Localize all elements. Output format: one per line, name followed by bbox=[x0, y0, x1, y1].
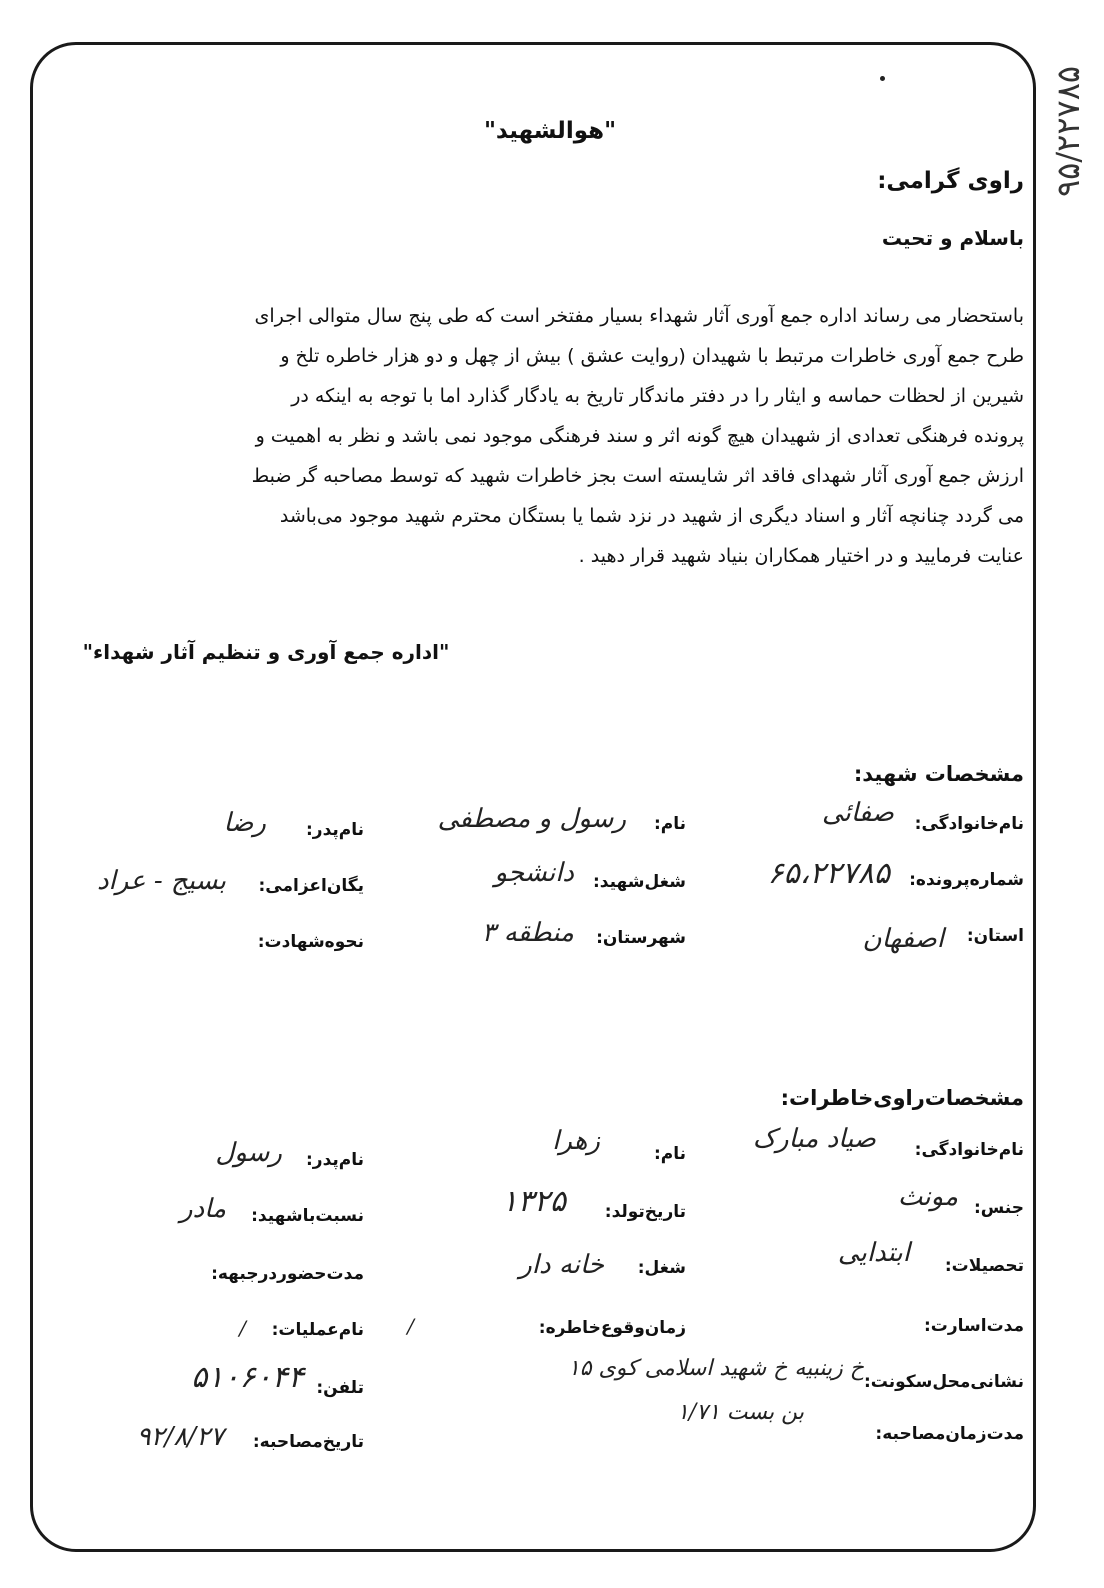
narrator-job-label: شغل: bbox=[637, 1258, 686, 1278]
narrator-job-value: خانه دار bbox=[519, 1250, 604, 1280]
martyr-manner-label: نحوه‌شهادت: bbox=[257, 932, 364, 952]
narrator-memory-time-value: / bbox=[407, 1314, 414, 1338]
narrator-father-name-label: نام‌پدر: bbox=[305, 1150, 364, 1170]
narrator-education-value: ابتدایی bbox=[837, 1238, 910, 1268]
narrator-interview-date-value: ۹۲/۸/۲۷ bbox=[136, 1422, 224, 1452]
letter-line: پرونده فرهنگی تعدادی از شهیدان هیچ گونه اثر و سند فرهنگی موجود نمی باشد و نظر به اهمیت و bbox=[255, 425, 1024, 447]
letter-line: شیرین از لحظات حماسه و ایثار را در دفتر ماندگار تاریخ به یادگار گذارد اما با توجه به اینکه در bbox=[291, 385, 1024, 407]
martyr-father-name-label: نام‌پدر: bbox=[305, 820, 364, 840]
martyr-name-value: رسول و مصطفی bbox=[437, 804, 626, 834]
narrator-section-title: مشخصات‌راوی‌خاطرات: bbox=[780, 1086, 1024, 1110]
signature-office: "اداره جمع آوری و تنظیم آثار شهداء" bbox=[82, 640, 450, 664]
letter-line: عنایت فرمایید و در اختیار همکاران بنیاد شهید قرار دهید . bbox=[578, 545, 1024, 567]
narrator-name-label: نام: bbox=[653, 1144, 686, 1164]
narrator-front-duration-label: مدت‌حضوردرجبهه: bbox=[211, 1264, 364, 1284]
martyr-section-title: مشخصات شهید: bbox=[853, 762, 1024, 786]
narrator-gender-value: مونث bbox=[897, 1182, 958, 1212]
martyr-unit-label: یگان‌اعزامی: bbox=[258, 876, 364, 896]
narrator-family-name-label: نام‌خانوادگی: bbox=[914, 1140, 1024, 1160]
narrator-operation-value: / bbox=[239, 1316, 246, 1340]
letter-body bbox=[66, 296, 1024, 576]
narrator-captivity-label: مدت‌اسارت: bbox=[923, 1316, 1024, 1336]
narrator-education-label: تحصیلات: bbox=[944, 1256, 1024, 1276]
martyr-unit-value: بسیج - عراد bbox=[96, 866, 226, 896]
document-title: "هوالشهید" bbox=[483, 118, 617, 144]
narrator-address-label: نشانی‌محل‌سکونت: bbox=[863, 1372, 1024, 1392]
narrator-relation-label: نسبت‌باشهید: bbox=[251, 1206, 364, 1226]
narrator-phone-label: تلفن: bbox=[316, 1378, 364, 1398]
martyr-city-value: منطقه ۳ bbox=[481, 918, 574, 948]
narrator-operation-label: نام‌عملیات: bbox=[271, 1320, 364, 1340]
narrator-family-name-value: صیاد مبارک bbox=[752, 1124, 876, 1154]
salutation: باسلام و تحیت bbox=[881, 226, 1024, 250]
narrator-birth-date-label: تاریخ‌تولد: bbox=[604, 1202, 686, 1222]
document-frame bbox=[30, 42, 1036, 1552]
martyr-province-value: اصفهان bbox=[862, 924, 944, 954]
martyr-file-number-label: شماره‌پرونده: bbox=[909, 870, 1024, 890]
martyr-name-label: نام: bbox=[653, 814, 686, 834]
narrator-relation-value: مادر bbox=[180, 1194, 226, 1224]
margin-handwritten-number: ۹۵/۲۲۷۸۵ bbox=[1049, 65, 1087, 197]
narrator-interview-date-label: تاریخ‌مصاحبه: bbox=[252, 1432, 364, 1452]
martyr-family-name-value: صفائی bbox=[821, 798, 894, 828]
martyr-city-label: شهرستان: bbox=[596, 928, 686, 948]
narrator-address-line2: بن بست ۱/۷۱ bbox=[676, 1400, 804, 1425]
narrator-address-value: خ زینبیه خ شهید اسلامی کوی ۱۵ bbox=[567, 1356, 864, 1381]
letter-line: طرح جمع آوری خاطرات مرتبط با شهیدان (روایت عشق ) بیش از چهل و دو هزار خاطره تلخ و bbox=[280, 345, 1024, 367]
letter-line: می گردد چنانچه آثار و اسناد دیگری از شهید در نزد شما یا بستگان محترم شهید موجود می‌باشد bbox=[279, 505, 1024, 527]
martyr-father-name-value: رضا bbox=[223, 808, 266, 838]
ink-speck bbox=[880, 76, 885, 81]
greeting: راوی گرامی: bbox=[877, 168, 1024, 194]
narrator-memory-time-label: زمان‌وقوع‌خاطره: bbox=[538, 1318, 686, 1338]
narrator-gender-label: جنس: bbox=[973, 1198, 1024, 1218]
narrator-birth-date-value: ۱۳۲۵ bbox=[501, 1184, 566, 1219]
martyr-family-name-label: نام‌خانوادگی: bbox=[914, 814, 1024, 834]
narrator-phone-value: ۵۱۰۶۰۴۴ bbox=[191, 1360, 304, 1395]
martyr-file-number-value: ۶۵،۲۲۷۸۵ bbox=[767, 856, 890, 891]
martyr-province-label: استان: bbox=[966, 926, 1024, 946]
narrator-interview-duration-label: مدت‌زمان‌مصاحبه: bbox=[875, 1424, 1024, 1444]
martyr-occupation-label: شغل‌شهید: bbox=[593, 872, 686, 892]
martyr-occupation-value: دانشجو bbox=[494, 858, 574, 888]
letter-line: ارزش جمع آوری آثار شهدای فاقد اثر شایسته است بجز خاطرات شهید که توسط مصاحبه گر ضبط bbox=[251, 465, 1024, 487]
narrator-name-value: زهرا bbox=[552, 1126, 600, 1156]
letter-line: باستحضار می رساند اداره جمع آوری آثار شهداء بسیار مفتخر است که طی پنج سال متوالی اجرای bbox=[254, 305, 1024, 327]
narrator-father-name-value: رسول bbox=[215, 1138, 282, 1168]
